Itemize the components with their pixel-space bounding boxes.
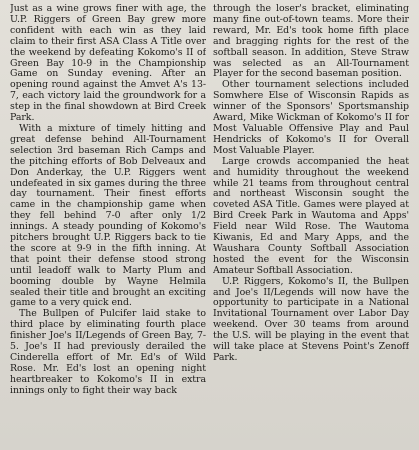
article-paragraph: Large crowds accompanied the heat and humidity throughout the weekend while 21 teams from throughout central and northeast Wisconsin sought the coveted ASA Title. Games were played at Bird Creek Park in Wautoma and Apps' Field near Wild Rose. The Wautoma Kiwanis, Ed and Mary Apps, and the Waushara County Softball Association hosted the event for the Wisconsin Amateur Softball Association. xyxy=(213,155,409,276)
article-paragraph: Just as a wine grows finer with age, the U.P. Riggers of Green Bay grew more confident with each win as they laid claim to their first ASA Class A Title over the weekend by defeating Kokomo's II of Green Bay 10-9 in the Championship Game on Sunday evening. After an opening round against the Amvet A's 13-7, each victory laid the groundwork for a step in the final showdown at Bird Creek Park. xyxy=(10,4,206,124)
article-column-right xyxy=(213,4,409,450)
article-column-left xyxy=(10,4,206,450)
article-paragraph: Other tournament selections included Somwhere Else of Wisconsin Rapids as winner of the Sponsors' Sportsmanship Award, Mike Wickman of Kokomo's II for Most Valuable Offensive Play and Paul Hendricks of Kokomo's II for Overall Most Valuable Player. xyxy=(213,79,409,156)
article-paragraph: With a mixture of timely hitting and great defense behind All-Tournament selection 3rd baseman Rich Camps and the pitching efforts of Bob Delveaux and Don Anderkay, the U.P. Riggers went undefeated in six games during the three day tournament. Their finest efforts came in the championship game when they fell behind 7-0 after only 1/2 innings. A steady pounding of Kokomo's pitchers brought U.P. Riggers back to tie the score at 9-9 in the fifth inning. At that point their defense stood strong until leadoff walk to Marty Plum and booming double by Wayne Helmila sealed their title and brought an exciting game to a very quick end. xyxy=(10,122,206,309)
article-paragraph: U.P. Riggers, Kokomo's II, the Bullpen and Joe's II/Legends will now have the opportunity to participate in a National Invitational Tournament over Labor Day weekend. Over 30 teams from around the U.S. will be playing in the event that will take place at Stevens Point's Zenoff Park. xyxy=(213,275,409,363)
article-paragraph: The Bullpen of Pulcifer laid stake to third place by eliminating fourth place finisher Joe's II/Legends of Green Bay, 7-5. Joe's II had previously derailed the Cinderella effort of Mr. Ed's of Wild Rose. Mr. Ed's lost an opening night heartbreaker to Kokomo's II in extra innings only to fight their way back xyxy=(10,308,206,396)
article-paragraph: through the loser's bracket, eliminating many fine out-of-town teams. More their reward, Mr. Ed's took home fifth place and bragging rights for the rest of the softball season. In addition, Steve Straw was selected as an All-Tournament Player for the second baseman position. xyxy=(213,4,409,80)
